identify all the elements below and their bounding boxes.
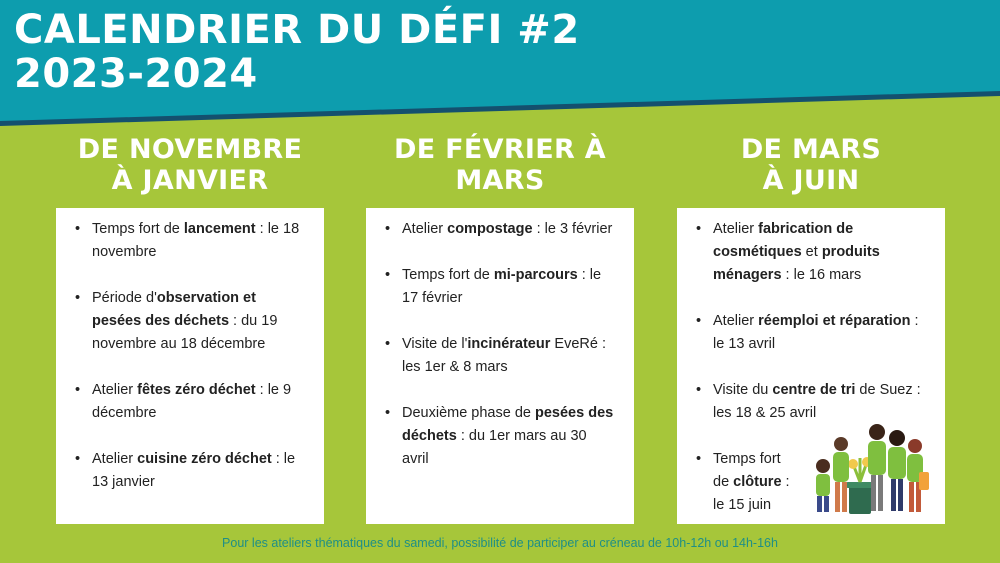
people-illustration-icon bbox=[809, 414, 931, 518]
period-heading-line-1: DE MARS bbox=[740, 134, 882, 165]
title-line-1: CALENDRIER DU DÉFI #2 bbox=[14, 7, 580, 53]
period-heading-line-2: MARS bbox=[455, 165, 545, 196]
title-line-2: 2023-2024 bbox=[14, 51, 258, 97]
period-column-november-january bbox=[56, 134, 324, 490]
event-item: • Atelier fabrication de cosmétiques et produits ménagers : le 16 mars bbox=[713, 218, 927, 287]
page-title bbox=[14, 8, 580, 96]
events-list bbox=[92, 218, 306, 494]
event-item: • Deuxième phase de pesées des déchets : du 1er mars au 30 avril bbox=[402, 402, 616, 471]
event-item: • Atelier fêtes zéro déchet : le 9 décembre bbox=[92, 379, 306, 425]
events-list bbox=[402, 218, 616, 471]
event-item: • Atelier réemploi et réparation : le 13 avril bbox=[713, 310, 927, 356]
events-card bbox=[366, 208, 634, 524]
footer-note: Pour les ateliers thématiques du samedi, possibilité de participer au créneau de 10h-12h ou 14h-16h bbox=[222, 536, 778, 550]
period-heading bbox=[677, 134, 945, 202]
period-heading-line-1: DE NOVEMBRE bbox=[77, 134, 303, 165]
event-item: • Temps fort de mi-parcours : le 17 février bbox=[402, 264, 616, 310]
period-heading-line-2: À JANVIER bbox=[111, 165, 269, 196]
period-column-february-march bbox=[366, 134, 634, 467]
period-heading bbox=[56, 134, 324, 202]
period-heading bbox=[366, 134, 634, 202]
event-item: • Temps fort de lancement : le 18 novembre bbox=[92, 218, 306, 264]
event-item: • Atelier compostage : le 3 février bbox=[402, 218, 616, 241]
events-card bbox=[56, 208, 324, 524]
header-banner bbox=[0, 0, 1000, 130]
event-item: • Temps fort de clôture : le 15 juin bbox=[713, 448, 799, 517]
events-card bbox=[677, 208, 945, 524]
period-column-march-june bbox=[677, 134, 945, 513]
period-heading-line-2: À JUIN bbox=[762, 165, 860, 196]
period-heading-line-1: DE FÉVRIER À bbox=[393, 134, 606, 165]
event-item: • Atelier cuisine zéro déchet : le 13 janvier bbox=[92, 448, 306, 494]
event-item: • Visite de l'incinérateur EveRé : les 1er & 8 mars bbox=[402, 333, 616, 379]
event-item: • Visite du centre de tri de Suez : les 18 & 25 avril bbox=[713, 379, 927, 425]
event-item: • Période d'observation et pesées des déchets : du 19 novembre au 18 décembre bbox=[92, 287, 306, 356]
